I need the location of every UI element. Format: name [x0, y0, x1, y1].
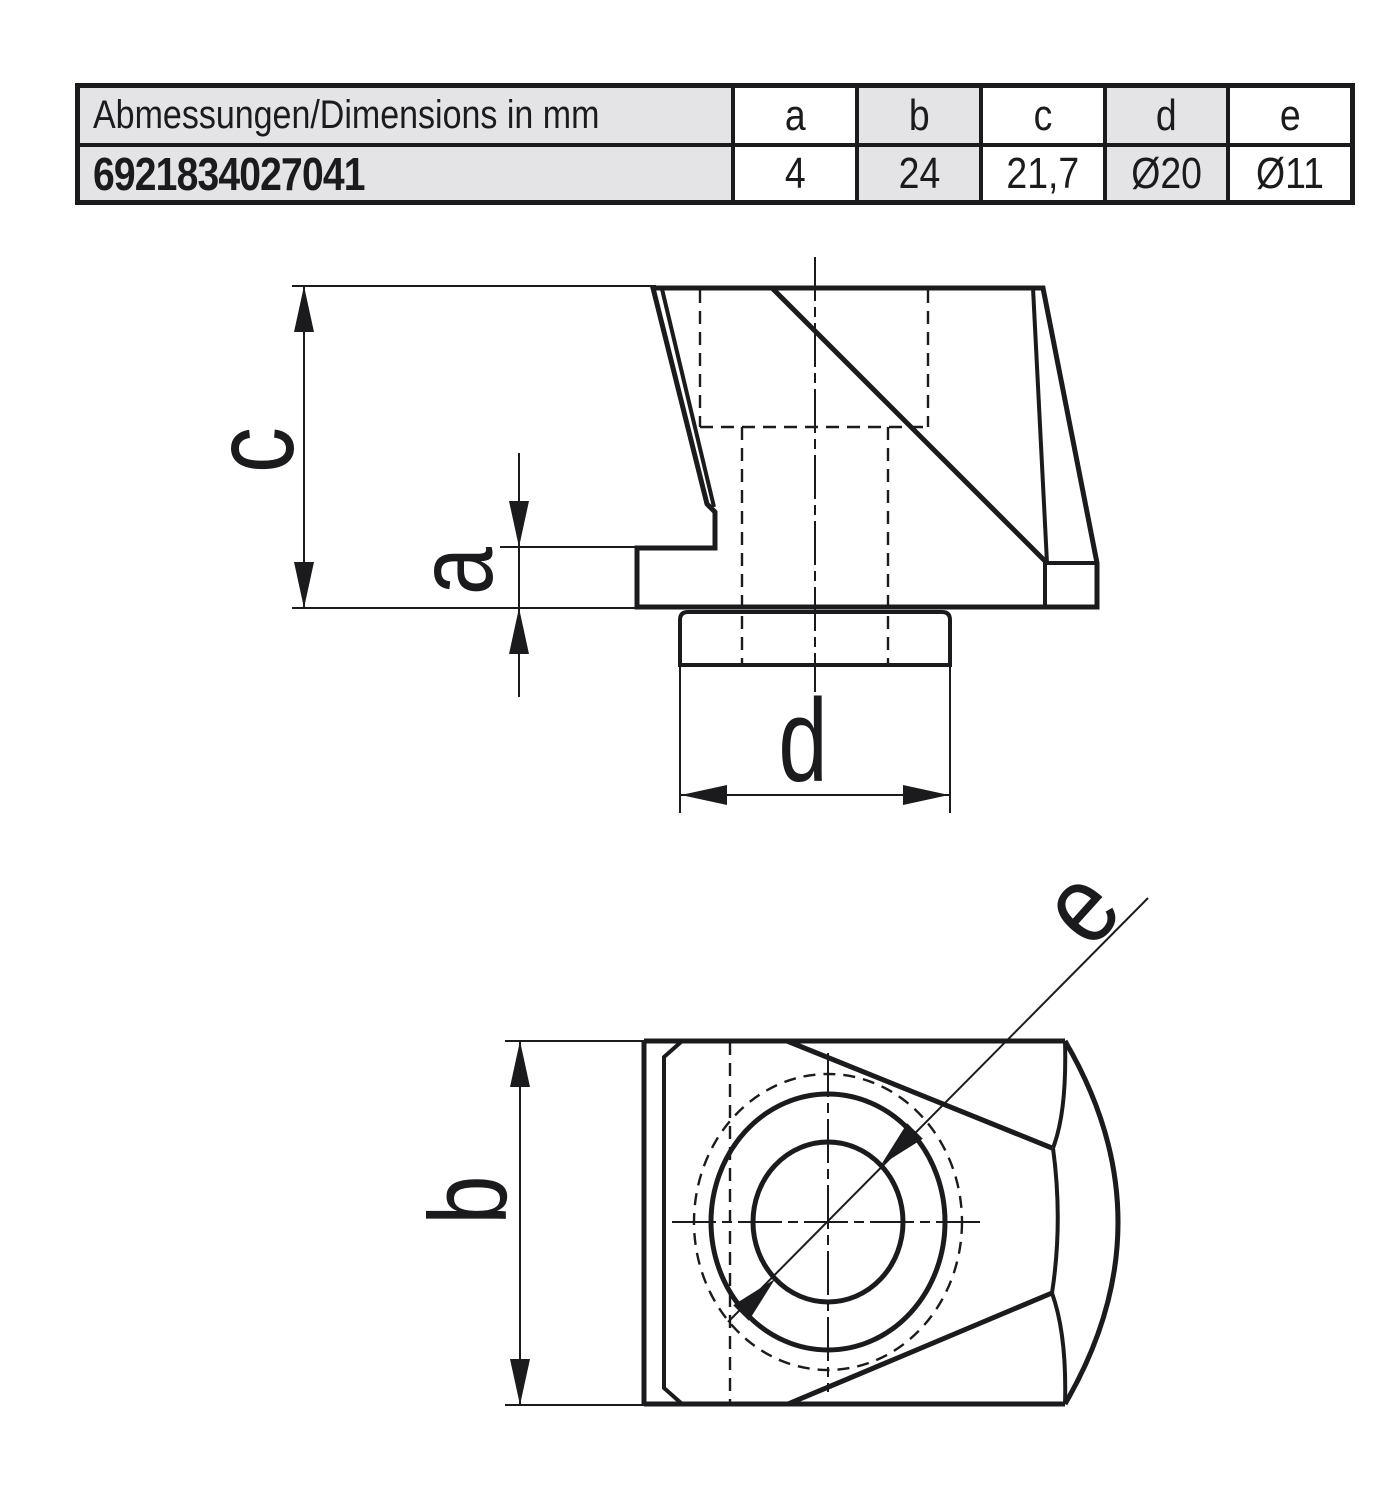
col-e-label: e: [1279, 90, 1301, 140]
dim-b-arrow-top: [510, 1041, 530, 1087]
part-number: 6921834027041: [93, 147, 365, 200]
dim-d-arrow-left: [681, 785, 727, 805]
value-c: 21,7: [1006, 148, 1080, 198]
dim-e-label: e: [1015, 845, 1145, 969]
body-outline: [637, 288, 1097, 607]
right-chamfer-edge: [1033, 288, 1047, 563]
value-b: 24: [898, 148, 940, 198]
dim-c-arrow-bottom: [294, 562, 314, 608]
dim-e-arrow-upper: [881, 1123, 923, 1165]
foot-edges: [1045, 563, 1097, 607]
dim-a-arrow-bottom: [509, 608, 529, 654]
dim-a-arrow-top: [509, 501, 529, 547]
left-chamfer-edge: [662, 289, 714, 507]
dim-d-label: d: [778, 675, 828, 808]
dimension-a: [394, 453, 650, 697]
dim-c-label: c: [190, 427, 319, 473]
dim-e-arrow-lower: [733, 1279, 775, 1321]
dim-b-arrow-bottom: [510, 1359, 530, 1405]
value-a: 4: [784, 148, 806, 198]
col-a-label: a: [784, 90, 806, 140]
bottom-outer-arc: [1065, 1041, 1118, 1404]
bottom-face-arc-middle: [1052, 1148, 1058, 1293]
value-e: Ø11: [1256, 148, 1324, 198]
wedge-face-edge: [772, 288, 1045, 561]
bottom-face-arc-bottom: [1052, 1293, 1065, 1404]
bottom-view: [408, 845, 1148, 1405]
dim-a-label: a: [393, 546, 516, 596]
dim-c-arrow-top: [294, 286, 314, 332]
dim-d-arrow-right: [903, 785, 949, 805]
table-header-label: Abmessungen/Dimensions in mm: [93, 93, 600, 137]
col-c-label: c: [1033, 90, 1053, 140]
value-d: Ø20: [1131, 148, 1202, 198]
dimension-b: [408, 1041, 646, 1405]
dimension-d: [680, 667, 950, 813]
bottom-face-arc-top: [1053, 1041, 1065, 1148]
col-b-label: b: [908, 90, 930, 140]
dim-b-label: b: [407, 1175, 531, 1225]
col-d-label: d: [1156, 90, 1177, 140]
side-view: [190, 257, 1097, 813]
